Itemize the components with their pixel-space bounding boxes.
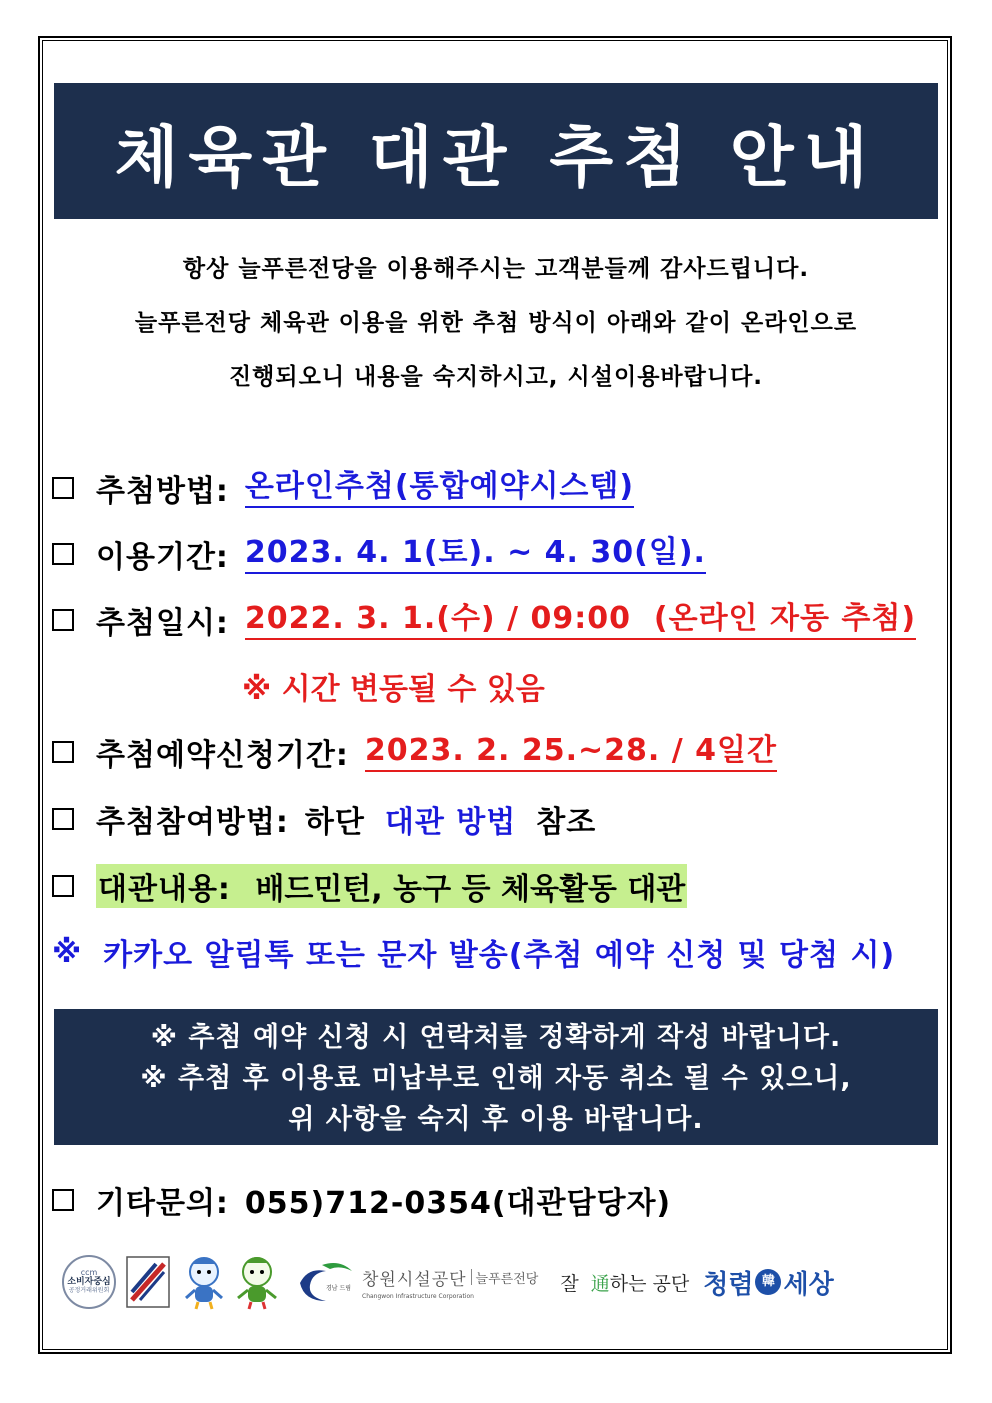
checkbox-square-icon — [52, 543, 74, 565]
reference-mark: ※ — [52, 934, 82, 970]
rental-method-link[interactable]: 대관 방법 — [384, 805, 517, 840]
checkbox-square-icon — [52, 808, 74, 830]
slogan-post: 하는 공단 — [609, 1272, 690, 1295]
participation-suffix: 참조 — [536, 805, 597, 840]
checkbox-square-icon — [52, 609, 74, 631]
item-label: 이용기간: — [96, 540, 229, 575]
ccm-badge-top: ccm — [80, 1268, 98, 1278]
intro-line: 늘푸른전당 체육관 이용을 위한 추첨 방식이 아래와 같이 온라인으로 — [134, 310, 858, 336]
item-label: 추첨일시: — [96, 606, 229, 641]
draw-date-value: 2022. 3. 1.(수) / 09:00 (온라인 자동 추첨) — [245, 600, 916, 640]
item-label: 대관내용: — [98, 872, 231, 907]
draw-time-note — [242, 664, 545, 708]
apply-period-value: 2023. 2. 25.~28. / 4일간 — [365, 732, 777, 772]
checkbox-square-icon — [52, 477, 74, 499]
draw-time-note-text: ※ 시간 변동될 수 있음 — [242, 672, 545, 707]
ccm-badge-sub: 공정거래위원회 — [68, 1287, 110, 1295]
item-draw-date — [52, 598, 916, 642]
notice-line: ※ 추첨 예약 신청 시 연락처를 정확하게 작성 바랍니다. — [150, 1022, 842, 1053]
certificate-logo — [126, 1256, 170, 1308]
gyeongnam-swoosh-icon — [296, 1257, 356, 1307]
brand-emblem: 韓 — [755, 1269, 781, 1295]
brand-left: 청렴 — [703, 1269, 754, 1300]
kakao-notice — [52, 930, 895, 974]
notice-box — [54, 1009, 938, 1145]
page-title: 체육관 대관 추첨 안내 — [114, 118, 878, 196]
mascot-green-icon — [234, 1254, 280, 1310]
changwon-org-logo — [362, 1265, 538, 1300]
item-apply-period — [52, 730, 777, 774]
org-venue: 늘푸른전당 — [475, 1271, 539, 1287]
org-english-name: Changwon Infrastructure Corporation — [362, 1292, 474, 1300]
intro-line: 항상 늘푸른전당을 이용해주시는 고객분들께 감사드립니다. — [182, 256, 810, 282]
mascot-blue-icon — [182, 1254, 226, 1310]
notice-line: ※ 추첨 후 이용료 미납부로 인해 자동 취소 될 수 있으니, — [140, 1063, 852, 1094]
slogan-pre: 잘 — [560, 1272, 579, 1295]
item-label: 기타문의: — [96, 1186, 229, 1221]
intro-line: 진행되오니 내용을 숙지하시고, 시설이용바랍니다. — [228, 364, 764, 390]
contact-phone[interactable]: 055)712-0354(대관담당자) — [244, 1186, 672, 1221]
notice-line: 위 사항을 숙지 후 이용 바랍니다. — [288, 1104, 704, 1135]
org-name: 창원시설공단 — [362, 1269, 467, 1290]
usage-period-value: 2023. 4. 1(토). ~ 4. 30(일). — [245, 534, 706, 574]
title-banner — [54, 83, 938, 219]
checkbox-square-icon — [52, 1189, 74, 1211]
item-participation — [52, 797, 596, 841]
ccm-badge-main: 소비자중심 — [67, 1277, 111, 1288]
integrity-brand-logo — [703, 1264, 833, 1301]
item-label: 추첨예약신청기간: — [96, 738, 349, 773]
ccm-badge-logo — [62, 1255, 116, 1309]
draw-method-link[interactable]: 온라인추첨(통합예약시스템) — [245, 468, 634, 508]
brand-right: 세상 — [783, 1269, 834, 1300]
footer-logos — [62, 1252, 932, 1312]
item-rental-content — [52, 864, 687, 908]
intro-text — [54, 246, 938, 408]
rental-content-highlight — [96, 864, 687, 908]
rental-content-value: 배드민턴, 농구 등 체육활동 대관 — [255, 872, 686, 907]
checkbox-square-icon — [52, 741, 74, 763]
checkbox-square-icon — [52, 875, 74, 897]
item-contact — [52, 1178, 671, 1222]
item-label: 추첨방법: — [96, 474, 229, 509]
kakao-notice-text: 카카오 알림톡 또는 문자 발송(추첨 예약 신청 및 당첨 시) — [103, 938, 896, 973]
slogan — [560, 1269, 689, 1296]
participation-prefix: 하단 — [304, 805, 365, 840]
gyeongnam-text: 경남 드림 — [326, 1285, 352, 1292]
slogan-highlight: 通 — [590, 1272, 610, 1295]
item-usage-period — [52, 532, 706, 576]
item-label: 추첨참여방법: — [96, 805, 289, 840]
gyeongnam-logo — [296, 1257, 356, 1307]
item-draw-method — [52, 466, 634, 510]
